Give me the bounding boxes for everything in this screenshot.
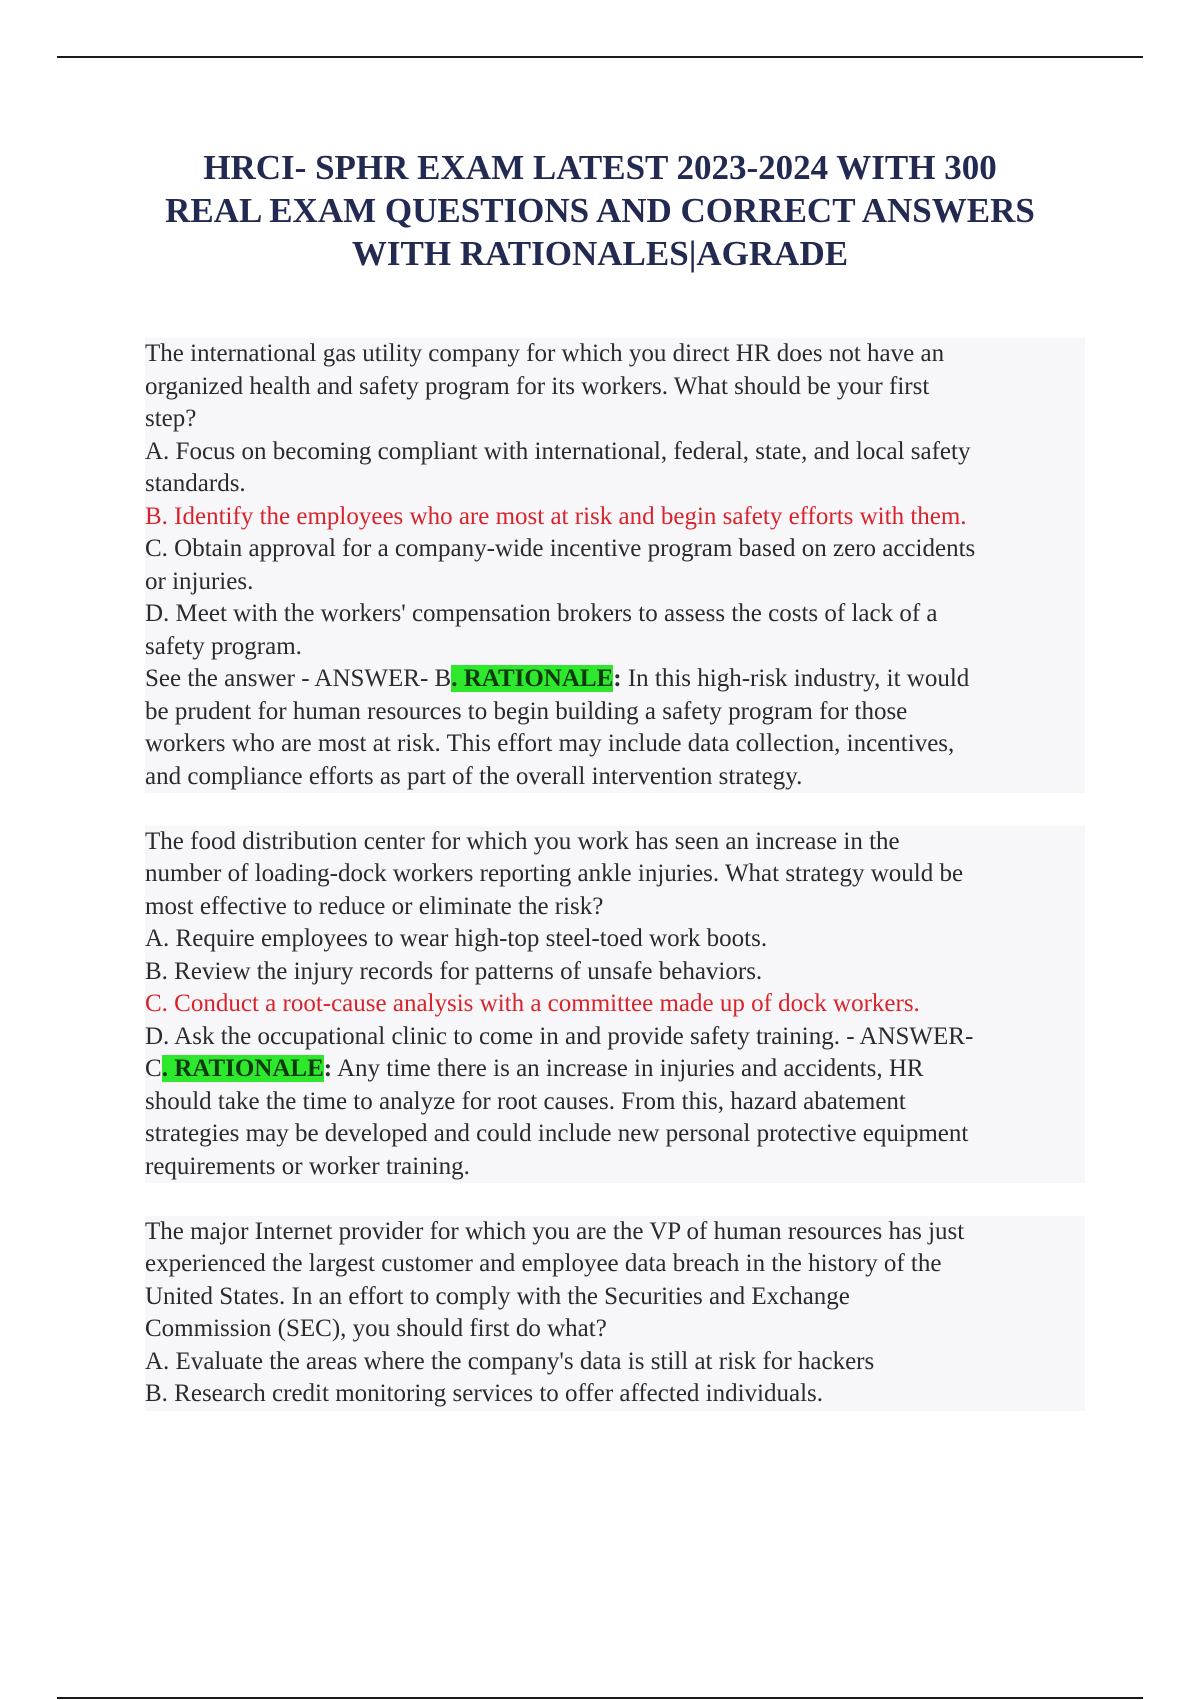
header-rule <box>57 56 1143 58</box>
q3-stem-line: experienced the largest customer and employee data breach in the history of the <box>145 1248 1085 1281</box>
q3-option-b: B. Research credit monitoring services to offer affected individuals. <box>145 1378 1085 1411</box>
question-3 <box>145 1216 1085 1411</box>
question-list <box>145 338 1085 1411</box>
title-line-1: HRCI- SPHR EXAM LATEST 2023-2024 WITH 300 <box>203 148 997 187</box>
q1-option-d: D. Meet with the workers' compensation brokers to assess the costs of lack of a <box>145 598 1085 631</box>
title-line-3: WITH RATIONALES|AGRADE <box>351 234 849 273</box>
q1-option-a: A. Focus on becoming compliant with international, federal, state, and local safety <box>145 436 1085 469</box>
q2-rationale-colon: : <box>323 1055 333 1082</box>
q1-rationale-line: be prudent for human resources to begin building a safety program for those <box>145 696 1085 729</box>
q1-rationale-colon: : <box>613 665 622 692</box>
footer-rule <box>57 1697 1143 1699</box>
q3-stem-line: The major Internet provider for which you are the VP of human resources has just <box>145 1216 1085 1249</box>
q2-rationale-line: strategies may be developed and could include new personal protective equipment <box>145 1118 1085 1151</box>
q1-stem-line: organized health and safety program for its workers. What should be your first <box>145 371 1085 404</box>
q2-answer-line <box>145 1053 1085 1086</box>
q2-option-a: A. Require employees to wear high-top steel-toed work boots. <box>145 923 1085 956</box>
document-title <box>100 146 1100 275</box>
q2-option-d: D. Ask the occupational clinic to come in and provide safety training. - ANSWER- <box>145 1021 1085 1054</box>
q2-stem-line: most effective to reduce or eliminate the risk? <box>145 891 1085 924</box>
q3-stem-line: United States. In an effort to comply with the Securities and Exchange <box>145 1281 1085 1314</box>
q2-stem-line: The food distribution center for which you work has seen an increase in the <box>145 826 1085 859</box>
question-2 <box>145 826 1085 1184</box>
q1-rationale-label: . RATIONALE <box>451 665 614 692</box>
q3-option-a: A. Evaluate the areas where the company's data is still at risk for hackers <box>145 1346 1085 1379</box>
q2-rationale-line: requirements or worker training. <box>145 1151 1085 1184</box>
q1-rationale-text: In this high-risk industry, it would <box>621 665 970 692</box>
q1-option-a-cont: standards. <box>145 468 1085 501</box>
q1-answer-line <box>145 663 1085 696</box>
q1-option-c-cont: or injuries. <box>145 566 1085 599</box>
title-line-2: REAL EXAM QUESTIONS AND CORRECT ANSWERS <box>165 191 1035 230</box>
q2-rationale-line: should take the time to analyze for root causes. From this, hazard abatement <box>145 1086 1085 1119</box>
q1-option-b-correct: B. Identify the employees who are most at risk and begin safety efforts with them. <box>145 501 1085 534</box>
q1-stem-line: The international gas utility company for which you direct HR does not have an <box>145 338 1085 371</box>
q1-answer-prefix: See the answer - ANSWER- B <box>145 665 452 692</box>
q2-stem-line: number of loading-dock workers reporting ankle injuries. What strategy would be <box>145 858 1085 891</box>
q1-option-c: C. Obtain approval for a company-wide incentive program based on zero accidents <box>145 533 1085 566</box>
q1-stem-line: step? <box>145 403 1085 436</box>
q1-rationale-line: workers who are most at risk. This effort may include data collection, incentives, <box>145 728 1085 761</box>
q2-rationale-label: . RATIONALE <box>161 1055 324 1082</box>
q2-answer-letter: C <box>145 1055 162 1082</box>
question-1 <box>145 338 1085 793</box>
q1-option-d-cont: safety program. <box>145 631 1085 664</box>
q2-rationale-text: Any time there is an increase in injuries and accidents, HR <box>332 1055 924 1082</box>
q2-option-c-correct: C. Conduct a root-cause analysis with a committee made up of dock workers. <box>145 988 1085 1021</box>
q2-option-b: B. Review the injury records for patterns of unsafe behaviors. <box>145 956 1085 989</box>
q1-rationale-line: and compliance efforts as part of the overall intervention strategy. <box>145 761 1085 794</box>
q3-stem-line: Commission (SEC), you should first do what? <box>145 1313 1085 1346</box>
